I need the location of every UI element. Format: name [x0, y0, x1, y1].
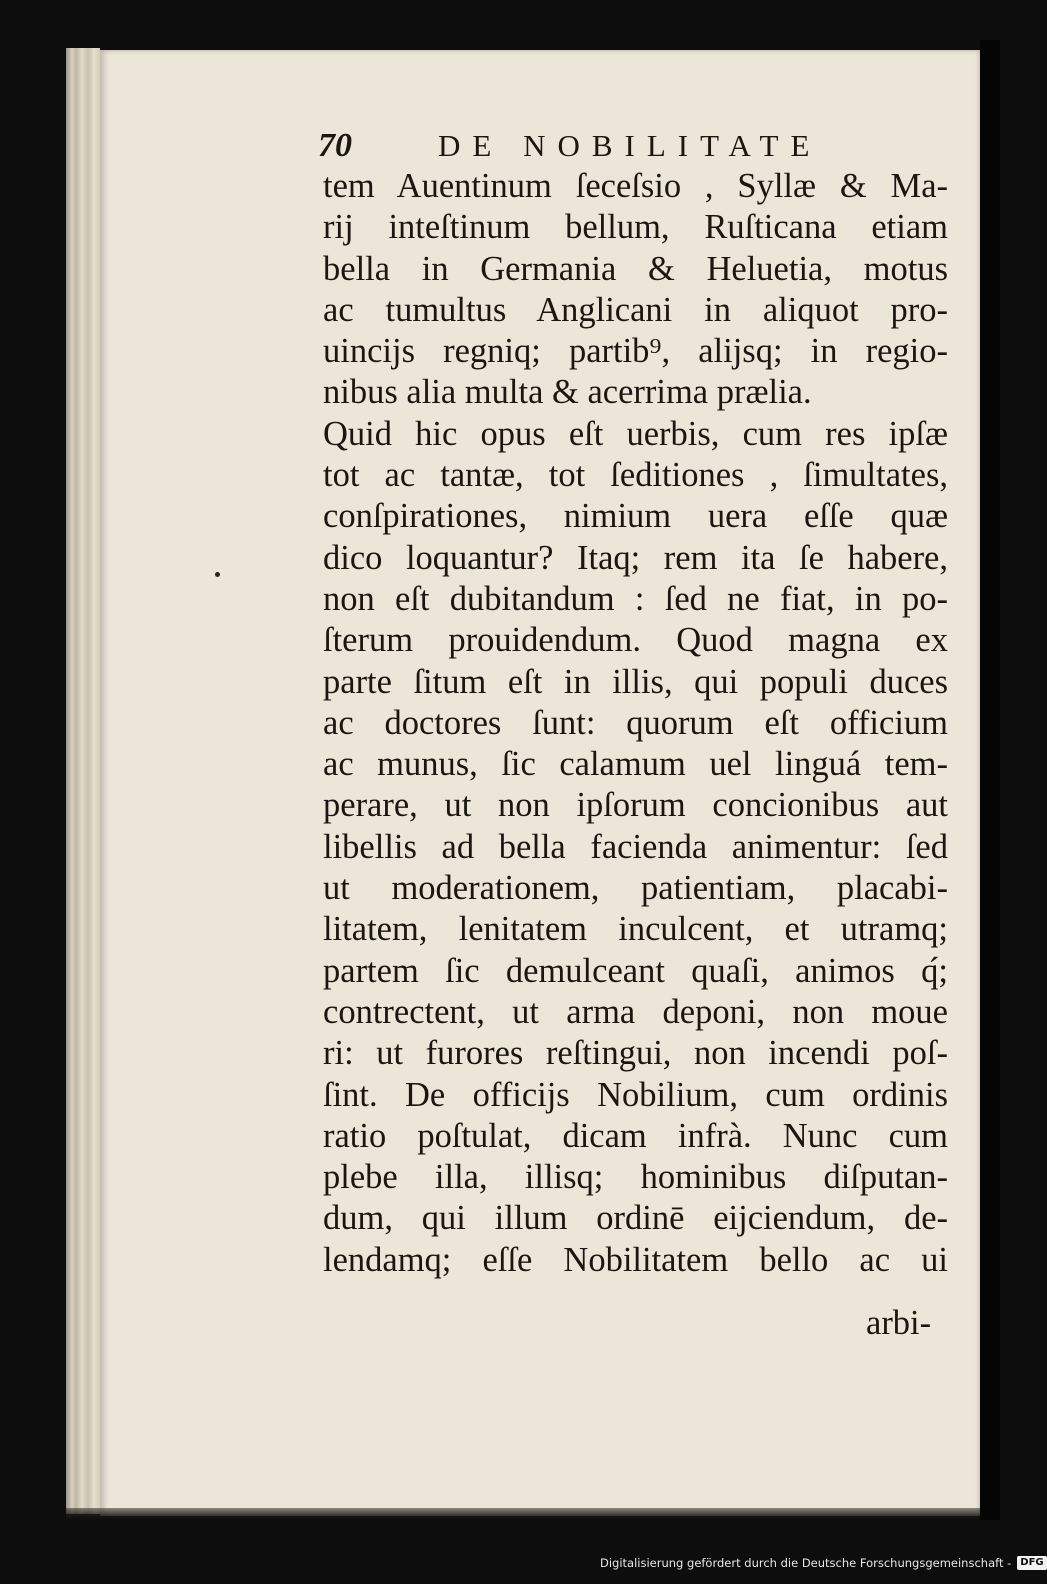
running-title: DE NOBILITATE — [438, 128, 822, 163]
text-line: dico loquantur? Itaq; rem ita ſe habere, — [323, 538, 948, 577]
text-line: ac doctores ſunt: quorum eſt officium — [323, 703, 948, 742]
text-line: conſpirationes, nimium uera eſſe quæ — [323, 497, 948, 536]
text-line: tot ac tantæ, tot ſeditiones , ſimultates, — [323, 456, 948, 495]
footer-credit — [600, 1551, 1047, 1575]
text-line: litatem, lenitatem inculcent, et utramq; — [323, 910, 948, 949]
gutter-edge — [980, 40, 1000, 1520]
text-line: ac munus, ſic calamum uel linguá tem- — [323, 745, 948, 784]
text-line: perare, ut non ipſorum concionibus aut — [323, 786, 948, 825]
text-line: ac tumultus Anglicani in aliquot pro- — [323, 290, 948, 329]
page-stack-edges — [66, 48, 100, 1514]
text-line: ſint. De officijs Nobilium, cum ordinis — [323, 1075, 948, 1114]
text-line: dum, qui illum ordinē eijciendum, de- — [323, 1199, 948, 1238]
text-line: bella in Germania & Heluetia, motus — [323, 249, 948, 288]
text-line: parte ſitum eſt in illis, qui populi duces — [323, 662, 948, 701]
text-line: lendamq; eſſe Nobilitatem bello ac ui — [323, 1240, 948, 1279]
dfg-logo: DFG — [1017, 1556, 1046, 1570]
page-header — [318, 124, 878, 168]
text-line: libellis ad bella facienda animentur: ſed — [323, 827, 948, 866]
ink-spot — [215, 572, 220, 577]
text-line: uincijs regniq; partib⁹, alijsq; in regio- — [323, 332, 948, 371]
body-text — [323, 166, 948, 1281]
page-bottom-shadow — [66, 1508, 980, 1520]
catchword: arbi- — [866, 1304, 932, 1342]
text-line: non eſt dubitandum : ſed ne fiat, in po- — [323, 579, 948, 618]
text-line: contrectent, ut arma deponi, non moue — [323, 992, 948, 1031]
text-line: rij inteſtinum bellum, Ruſticana etiam — [323, 208, 948, 247]
text-line: nibus alia multa & acerrima prælia. — [323, 373, 812, 412]
text-line: plebe illa, illisq; hominibus diſputan- — [323, 1158, 948, 1197]
text-line: Quid hic opus eſt uerbis, cum res ipſæ — [323, 414, 948, 453]
text-line: tem Auentinum ſeceſsio , Syllæ & Ma- — [323, 167, 948, 205]
text-line: ratio poſtulat, dicam infrà. Nunc cum — [323, 1116, 948, 1155]
text-line: ſterum prouidendum. Quod magna ex — [323, 621, 948, 660]
text-line: ri: ut furores reſtingui, non incendi poſ- — [323, 1034, 948, 1073]
footer-text: Digitalisierung gefördert durch die Deutsche Forschungsgemeinschaft - — [600, 1556, 1012, 1570]
page-number: 70 — [318, 127, 352, 164]
text-line: ut moderationem, patientiam, placabi- — [323, 869, 948, 908]
text-line: partem ſic demulceant quaſi, animos q́; — [323, 951, 948, 990]
